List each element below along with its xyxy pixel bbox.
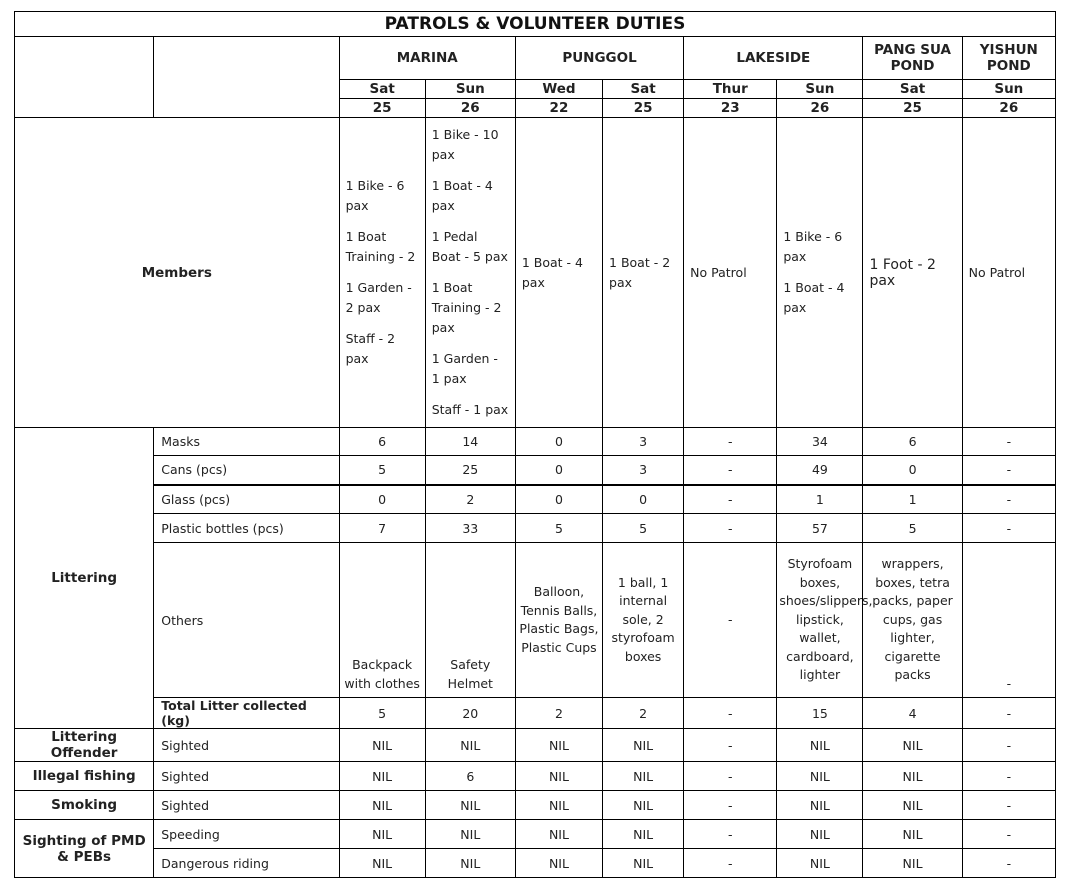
littering-item-label: Masks <box>154 428 339 456</box>
pmd-item-label: Speeding <box>154 820 339 849</box>
day-cell: Sat <box>339 80 425 99</box>
members-entry: No Patrol <box>690 264 747 280</box>
littering-value: 6 <box>863 428 962 456</box>
others-value: - <box>962 543 1055 698</box>
pmd-value: NIL <box>339 820 425 849</box>
offender-value: NIL <box>425 729 515 762</box>
others-value: - <box>684 543 777 698</box>
smoking-value: NIL <box>863 791 962 820</box>
location-yishun-pond: YISHUN POND <box>962 37 1055 80</box>
smoking-value: - <box>684 791 777 820</box>
smoking-value: NIL <box>425 791 515 820</box>
littering-value: 5 <box>515 514 602 543</box>
day-cell: Wed <box>515 80 602 99</box>
smoking-value: NIL <box>603 791 684 820</box>
pmd-value: NIL <box>425 849 515 878</box>
smoking-label: Smoking <box>15 791 154 820</box>
pmd-value: NIL <box>425 820 515 849</box>
day-cell: Sat <box>863 80 962 99</box>
fishing-value: NIL <box>863 762 962 791</box>
littering-value: 5 <box>339 456 425 485</box>
smoking-value: NIL <box>339 791 425 820</box>
members-entry: No Patrol <box>968 264 1026 280</box>
others-value: Styrofoam boxes, shoes/slippers, lipstick, wallet, cardboard, lighter <box>777 543 863 698</box>
littering-value: - <box>962 428 1055 456</box>
total-litter-row <box>15 698 1056 729</box>
others-value: wrappers, boxes, tetra packs, paper cups, gas lighter, cigarette packs <box>863 543 962 698</box>
members-entry: 1 Boat Training - 2 pax <box>431 280 502 335</box>
members-entry: 1 Garden - 2 pax <box>345 280 412 315</box>
offender-value: NIL <box>339 729 425 762</box>
littering-value: 34 <box>777 428 863 456</box>
others-value: 1 ball, 1 internal sole, 2 styrofoam boxes <box>603 543 684 698</box>
day-cell: Sat <box>603 80 684 99</box>
smoking-value: NIL <box>777 791 863 820</box>
fishing-sub-label: Sighted <box>154 762 339 791</box>
smoking-value: NIL <box>515 791 602 820</box>
pmd-value: NIL <box>603 820 684 849</box>
offender-row <box>15 729 1056 762</box>
littering-value: 0 <box>863 456 962 485</box>
fishing-value: NIL <box>339 762 425 791</box>
members-cell <box>515 118 602 428</box>
littering-value: 57 <box>777 514 863 543</box>
total-litter-value: 15 <box>777 698 863 729</box>
pmd-item-label: Dangerous riding <box>154 849 339 878</box>
members-entry: 1 Boat - 4 pax <box>521 254 583 290</box>
pmd-row <box>15 820 1056 849</box>
littering-value: - <box>684 456 777 485</box>
pmd-value: NIL <box>777 849 863 878</box>
fishing-value: - <box>684 762 777 791</box>
total-litter-value: 20 <box>425 698 515 729</box>
offender-value: NIL <box>863 729 962 762</box>
total-litter-value: 2 <box>515 698 602 729</box>
others-value: Balloon, Tennis Balls, Plastic Bags, Plastic Cups <box>515 543 602 698</box>
date-cell: 23 <box>684 99 777 118</box>
members-label: Members <box>15 118 340 428</box>
littering-item-label: Plastic bottles (pcs) <box>154 514 339 543</box>
total-litter-label: Total Litter collected (kg) <box>154 698 339 729</box>
members-entry: 1 Bike - 6 pax <box>345 178 405 213</box>
littering-value: - <box>962 485 1055 514</box>
littering-row <box>15 485 1056 514</box>
date-cell: 26 <box>425 99 515 118</box>
littering-value: 5 <box>603 514 684 543</box>
pmd-value: NIL <box>603 849 684 878</box>
littering-value: - <box>684 428 777 456</box>
members-cell <box>603 118 684 428</box>
smoking-value: - <box>962 791 1055 820</box>
pmd-value: - <box>962 849 1055 878</box>
littering-item-label: Cans (pcs) <box>154 456 339 485</box>
members-cell <box>777 118 863 428</box>
others-row <box>15 543 1056 698</box>
fishing-value: - <box>962 762 1055 791</box>
pmd-value: NIL <box>777 820 863 849</box>
littering-value: 1 <box>863 485 962 514</box>
littering-value: - <box>684 514 777 543</box>
date-cell: 25 <box>339 99 425 118</box>
littering-value: - <box>684 485 777 514</box>
members-row <box>15 118 1056 428</box>
members-entry: Staff - 2 pax <box>345 331 396 366</box>
littering-value: 6 <box>339 428 425 456</box>
littering-value: 7 <box>339 514 425 543</box>
littering-item-label: Glass (pcs) <box>154 485 339 514</box>
fishing-value: 6 <box>425 762 515 791</box>
total-litter-value: 5 <box>339 698 425 729</box>
fishing-value: NIL <box>777 762 863 791</box>
littering-value: 2 <box>425 485 515 514</box>
date-cell: 25 <box>863 99 962 118</box>
offender-value: NIL <box>603 729 684 762</box>
offender-label: Littering Offender <box>15 729 154 762</box>
littering-value: - <box>962 514 1055 543</box>
pmd-value: NIL <box>339 849 425 878</box>
littering-value: 3 <box>603 428 684 456</box>
offender-value: - <box>684 729 777 762</box>
fishing-row <box>15 762 1056 791</box>
members-cell <box>339 118 425 428</box>
fishing-label: Illegal fishing <box>15 762 154 791</box>
date-cell: 25 <box>603 99 684 118</box>
littering-row <box>15 514 1056 543</box>
total-litter-value: 4 <box>863 698 962 729</box>
pmd-label: Sighting of PMD & PEBs <box>15 820 154 878</box>
members-cell <box>425 118 515 428</box>
pmd-value: NIL <box>515 849 602 878</box>
table-body <box>15 12 1056 878</box>
members-entry: 1 Pedal Boat - 5 pax <box>431 229 508 264</box>
pmd-row <box>15 849 1056 878</box>
date-cell: 26 <box>777 99 863 118</box>
members-cell <box>863 118 962 428</box>
members-entry: 1 Boat - 4 pax <box>783 280 845 315</box>
pmd-value: - <box>684 820 777 849</box>
date-cell: 22 <box>515 99 602 118</box>
total-litter-value: - <box>962 698 1055 729</box>
littering-value: 25 <box>425 456 515 485</box>
fishing-value: NIL <box>603 762 684 791</box>
littering-value: 0 <box>339 485 425 514</box>
members-entry: 1 Bike - 10 pax <box>431 127 499 162</box>
pmd-value: NIL <box>863 820 962 849</box>
members-entry: 1 Bike - 6 pax <box>783 229 843 264</box>
littering-value: 49 <box>777 456 863 485</box>
date-cell: 26 <box>962 99 1055 118</box>
day-cell: Sun <box>962 80 1055 99</box>
offender-value: NIL <box>777 729 863 762</box>
members-entry: 1 Boat - 4 pax <box>431 178 493 213</box>
members-entry: 1 Garden - 1 pax <box>431 351 498 386</box>
others-value: Backpack with clothes <box>339 543 425 698</box>
members-entry: 1 Boat Training - 2 <box>345 229 416 264</box>
pmd-value: NIL <box>515 820 602 849</box>
location-punggol: PUNGGOL <box>515 37 683 80</box>
location-marina: MARINA <box>339 37 515 80</box>
littering-value: 33 <box>425 514 515 543</box>
location-lakeside: LAKESIDE <box>684 37 863 80</box>
littering-value: - <box>962 456 1055 485</box>
smoking-sub-label: Sighted <box>154 791 339 820</box>
members-entry: 1 Foot - 2 pax <box>869 256 936 289</box>
others-value: Safety Helmet <box>425 543 515 698</box>
location-pang-sua-pond: PANG SUA POND <box>863 37 962 80</box>
littering-value: 14 <box>425 428 515 456</box>
littering-label: Littering <box>15 428 154 729</box>
littering-row <box>15 456 1056 485</box>
members-cell <box>962 118 1055 428</box>
littering-value: 0 <box>603 485 684 514</box>
littering-value: 5 <box>863 514 962 543</box>
total-litter-value: - <box>684 698 777 729</box>
littering-value: 3 <box>603 456 684 485</box>
blank-header-cell <box>154 37 339 118</box>
total-litter-value: 2 <box>603 698 684 729</box>
littering-value: 0 <box>515 456 602 485</box>
pmd-value: NIL <box>863 849 962 878</box>
members-cell <box>684 118 777 428</box>
littering-row <box>15 428 1056 456</box>
patrol-duties-table <box>14 11 1056 878</box>
littering-value: 0 <box>515 485 602 514</box>
others-label: Others <box>154 543 339 698</box>
offender-value: NIL <box>515 729 602 762</box>
members-entry: 1 Boat - 2 pax <box>609 254 671 290</box>
blank-header-cell <box>15 37 154 118</box>
table-title: PATROLS & VOLUNTEER DUTIES <box>15 12 1056 37</box>
pmd-value: - <box>684 849 777 878</box>
littering-value: 0 <box>515 428 602 456</box>
littering-value: 1 <box>777 485 863 514</box>
offender-value: - <box>962 729 1055 762</box>
pmd-value: - <box>962 820 1055 849</box>
day-cell: Thur <box>684 80 777 99</box>
members-entry: Staff - 1 pax <box>431 402 509 417</box>
smoking-row <box>15 791 1056 820</box>
fishing-value: NIL <box>515 762 602 791</box>
offender-sub-label: Sighted <box>154 729 339 762</box>
day-cell: Sun <box>425 80 515 99</box>
day-cell: Sun <box>777 80 863 99</box>
